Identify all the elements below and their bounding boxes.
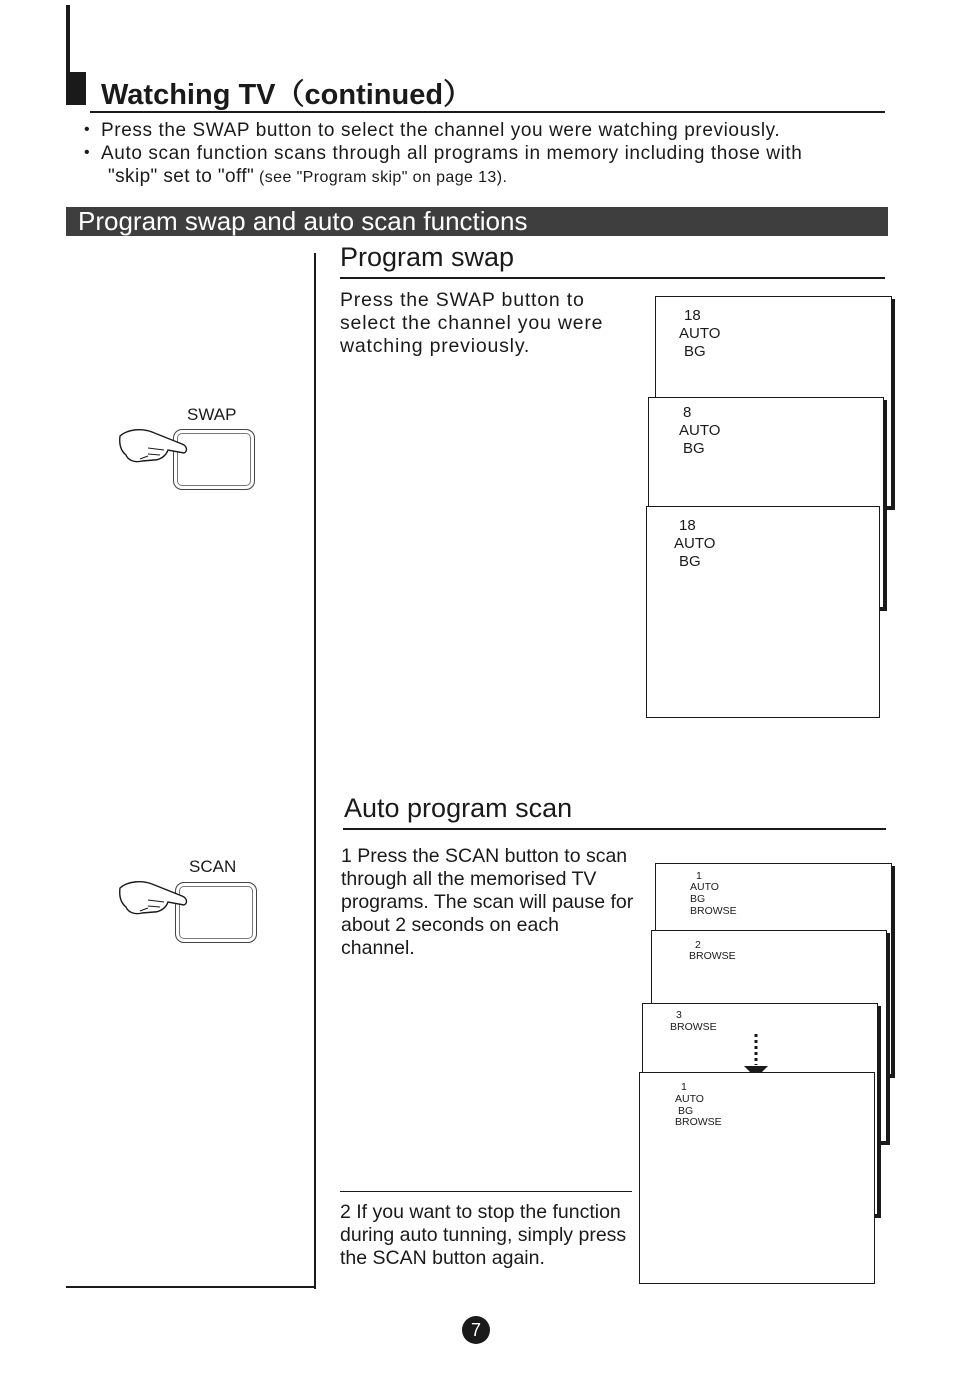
auto-scan-step-1: 1 Press the SCAN button to scan through all the memorised TV programs. The scan will pause for about 2 seconds on each channel. [341, 845, 634, 959]
intro-line-3-main: "skip" set to "off" [108, 166, 255, 187]
auto-scan-step-2: 2 If you want to stop the function during auto tunning, simply press the SCAN button again. [340, 1201, 627, 1269]
osd-channel: 18 [679, 517, 696, 534]
auto-scan-underline [343, 828, 886, 830]
osd-channel: 3 [676, 1009, 682, 1021]
page-number: 7 [462, 1316, 490, 1344]
tv-screen [639, 1072, 875, 1284]
pointing-hand-icon [118, 876, 193, 918]
section-title: Program swap and auto scan functions [78, 206, 528, 236]
scan-button-label: SCAN [189, 857, 237, 876]
left-column-bottom-rule [66, 1286, 316, 1288]
osd-system: BG [678, 1105, 694, 1117]
osd-status: BROWSE [690, 905, 737, 917]
osd-system: BG [683, 440, 705, 457]
osd-system: BG [679, 553, 701, 570]
step-divider [340, 1191, 632, 1192]
osd-status: BROWSE [670, 1021, 717, 1033]
program-swap-underline [340, 277, 885, 279]
program-swap-description: Press the SWAP button to select the channel you were watching previously. [340, 289, 604, 357]
osd-system: BG [690, 893, 706, 905]
osd-mode: AUTO [690, 881, 719, 893]
intro-line-3 [108, 166, 507, 188]
section-header-bar [66, 207, 888, 236]
page-edge-block [66, 72, 86, 105]
osd-mode: AUTO [679, 325, 721, 342]
osd-channel: 2 [695, 939, 701, 951]
osd-mode: AUTO [679, 422, 721, 439]
osd-channel: 1 [681, 1081, 687, 1093]
bullet-marker: • [84, 144, 90, 161]
pointing-hand-icon [118, 424, 193, 466]
title-underline [90, 111, 885, 113]
page-title: Watching TV（continued） [101, 79, 473, 111]
tv-screen [646, 506, 880, 718]
auto-scan-title: Auto program scan [344, 793, 573, 823]
program-swap-title: Program swap [340, 242, 515, 272]
osd-status: BROWSE [675, 1116, 722, 1128]
osd-mode: AUTO [674, 535, 716, 552]
osd-channel: 18 [684, 307, 701, 324]
osd-status: BROWSE [689, 950, 736, 962]
left-column-divider [314, 253, 316, 1289]
bullet-marker: • [84, 121, 90, 138]
intro-line-2: Auto scan function scans through all programs in memory including those with [101, 143, 803, 164]
swap-button-label: SWAP [187, 405, 237, 424]
intro-line-3-reference: (see "Program skip" on page 13). [254, 169, 508, 186]
osd-channel: 8 [683, 404, 692, 421]
osd-system: BG [684, 343, 706, 360]
osd-channel: 1 [696, 870, 702, 882]
osd-mode: AUTO [675, 1093, 704, 1105]
intro-line-1: Press the SWAP button to select the channel you were watching previously. [101, 120, 781, 141]
